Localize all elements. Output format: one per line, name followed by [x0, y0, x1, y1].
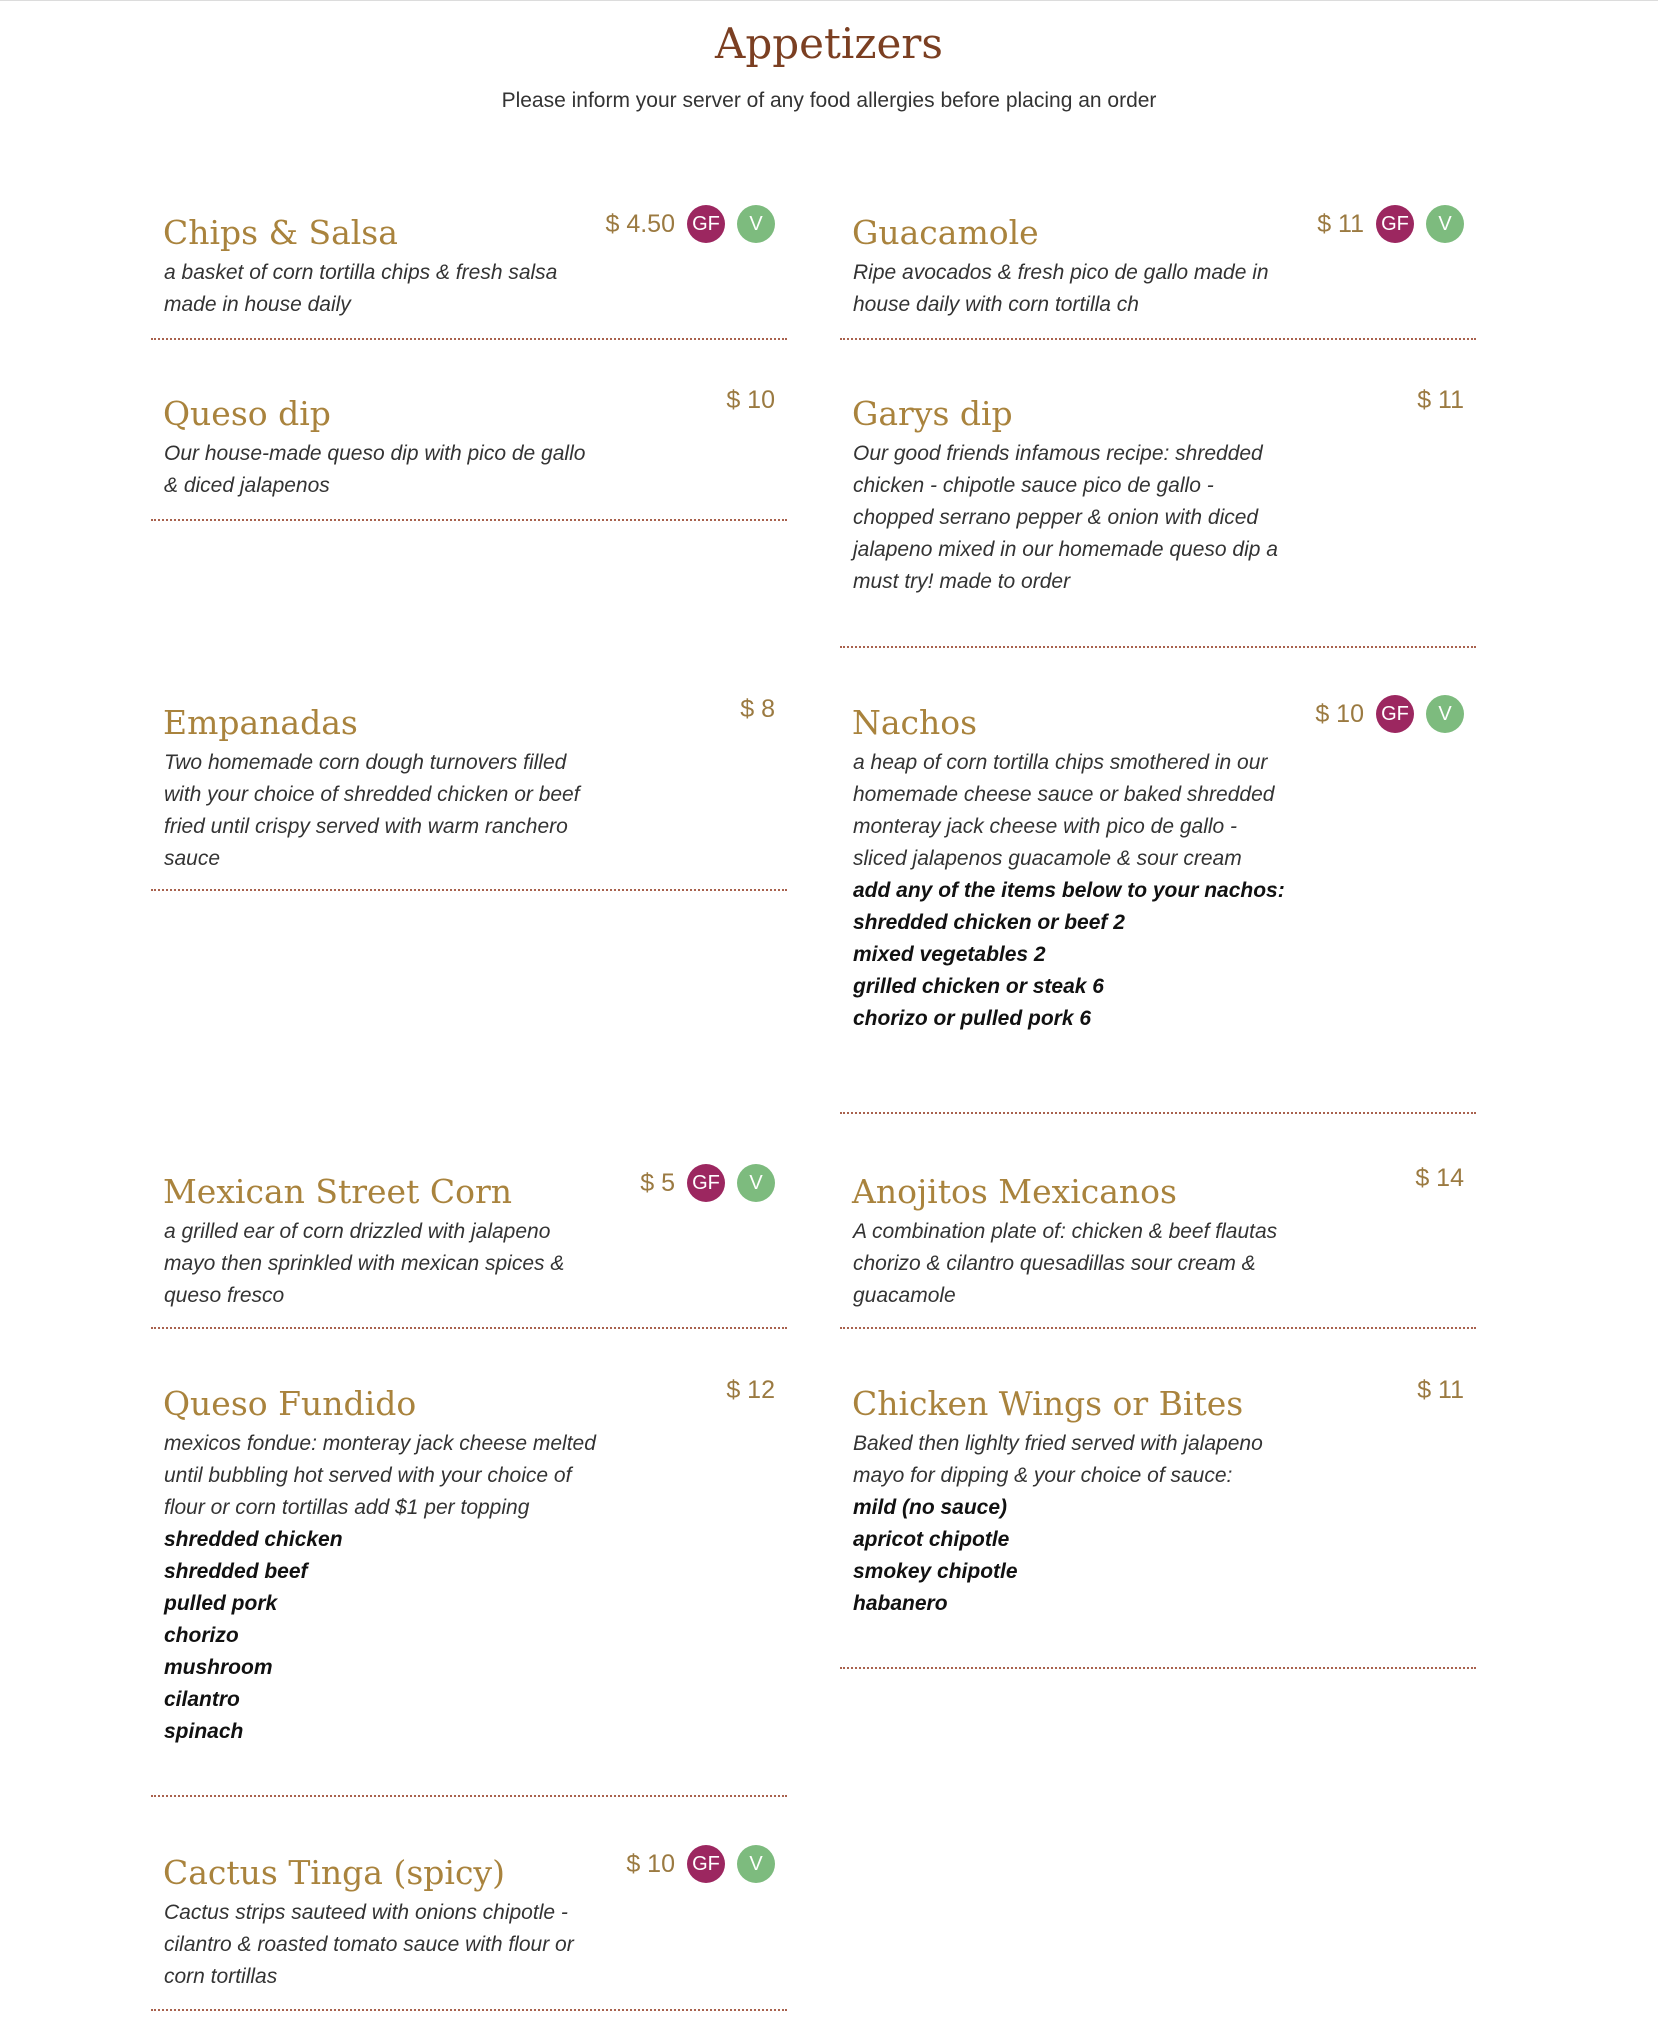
item-option: smokey chipotle	[853, 1560, 1018, 1583]
item-description-text: Ripe avocados & fresh pico de gallo made in house daily with corn tortilla ch	[853, 261, 1269, 316]
item-description	[164, 1897, 604, 1993]
menu-item-queso-fundido	[151, 1376, 787, 1797]
item-name: Queso Fundido	[163, 1384, 417, 1423]
item-description	[853, 438, 1293, 598]
item-price-badges	[726, 1376, 775, 1405]
allergy-notice: Please inform your server of any food allergies before placing an order	[501, 89, 1157, 112]
menu-item-cactus-tinga	[151, 1849, 787, 2011]
item-option: cilantro	[164, 1688, 240, 1711]
item-price-badges	[626, 1845, 775, 1883]
item-description	[853, 1428, 1293, 1620]
item-price-badges	[726, 386, 775, 415]
item-description-text: a heap of corn tortilla chips smothered in our homemade cheese sauce or baked shredded monteray jack cheese with pico de gallo - sliced jalapenos guacamole & sour cream	[853, 751, 1275, 870]
item-description	[853, 747, 1293, 1035]
item-description	[164, 257, 604, 321]
item-option: apricot chipotle	[853, 1528, 1010, 1551]
gluten-free-badge: GF	[687, 1164, 725, 1202]
item-description-text: Baked then lighlty fried served with jalapeno mayo for dipping & your choice of sauce:	[853, 1432, 1263, 1487]
item-price: $ 11	[1317, 209, 1364, 238]
vegetarian-badge: V	[1426, 205, 1464, 243]
gluten-free-badge: GF	[1376, 205, 1414, 243]
item-name: Nachos	[852, 703, 978, 742]
item-price: $ 10	[1315, 699, 1364, 728]
vegetarian-badge: V	[1426, 695, 1464, 733]
item-description	[164, 438, 604, 502]
item-description	[853, 1216, 1293, 1312]
item-description-text: mexicos fondue: monteray jack cheese melted until bubbling hot served with your choice of flour or corn tortillas add $1 per topping	[164, 1432, 596, 1519]
vegetarian-badge: V	[737, 1845, 775, 1883]
item-description	[164, 1428, 604, 1748]
menu-item-empanadas	[151, 695, 787, 891]
item-option: mild (no sauce)	[853, 1496, 1008, 1519]
item-name: Anojitos Mexicanos	[852, 1172, 1177, 1211]
menu-item-chicken-wings	[840, 1376, 1476, 1669]
menu-item-mexican-street-corn	[151, 1168, 787, 1329]
item-price: $ 5	[640, 1168, 675, 1197]
gluten-free-badge: GF	[1376, 695, 1414, 733]
item-price-badges	[1417, 1376, 1464, 1405]
menu-item-garys-dip	[840, 386, 1476, 648]
item-price-badges	[1415, 1164, 1464, 1193]
item-option: pulled pork	[164, 1592, 278, 1615]
item-name: Empanadas	[163, 703, 358, 742]
item-name: Queso dip	[163, 394, 331, 433]
item-option: spinach	[164, 1720, 244, 1743]
gluten-free-badge: GF	[687, 1845, 725, 1883]
item-option: chorizo	[164, 1624, 239, 1647]
menu-item-anojitos-mexicanos	[840, 1164, 1476, 1329]
item-description	[164, 1216, 604, 1312]
item-price-badges	[1315, 695, 1464, 733]
item-option: mushroom	[164, 1656, 273, 1679]
item-option: shredded chicken or beef 2	[853, 911, 1125, 934]
item-description-text: Our good friends infamous recipe: shredded chicken - chipotle sauce pico de gallo - chopped serrano pepper & onion with diced jalapeno mixed in our homemade queso dip a must try! made to order	[853, 442, 1278, 593]
item-description-text: Cactus strips sauteed with onions chipotle - cilantro & roasted tomato sauce with flour or corn tortillas	[164, 1901, 574, 1988]
item-description-text: a basket of corn tortilla chips & fresh salsa made in house daily	[164, 261, 558, 316]
vegetarian-badge: V	[737, 1164, 775, 1202]
item-price: $ 10	[726, 386, 775, 414]
item-price: $ 11	[1417, 386, 1464, 414]
item-description	[853, 257, 1293, 321]
item-option: shredded chicken	[164, 1528, 343, 1551]
item-description	[164, 747, 604, 875]
item-description-text: Two homemade corn dough turnovers filled with your choice of shredded chicken or beef fried until crispy served with warm ranchero sauce	[164, 751, 580, 870]
item-name: Cactus Tinga (spicy)	[163, 1853, 505, 1892]
page-title: Appetizers	[715, 19, 943, 68]
menu-item-chips-salsa	[151, 209, 787, 340]
item-option: add any of the items below to your nachos:	[853, 879, 1285, 902]
item-description-text: Our house-made queso dip with pico de gallo & diced jalapenos	[164, 442, 586, 497]
item-option: shredded beef	[164, 1560, 308, 1583]
item-price-badges	[640, 1164, 775, 1202]
item-name: Garys dip	[852, 394, 1013, 433]
item-price-badges	[1417, 386, 1464, 415]
item-price: $ 14	[1415, 1164, 1464, 1192]
item-price-badges	[605, 205, 775, 243]
vegetarian-badge: V	[737, 205, 775, 243]
item-price: $ 10	[626, 1849, 675, 1878]
item-price: $ 11	[1417, 1376, 1464, 1404]
gluten-free-badge: GF	[687, 205, 725, 243]
item-price-badges	[740, 695, 775, 724]
item-price: $ 8	[740, 695, 775, 723]
item-price: $ 12	[726, 1376, 775, 1404]
item-price: $ 4.50	[605, 209, 675, 238]
item-name: Guacamole	[852, 213, 1039, 252]
item-name: Chips & Salsa	[163, 213, 398, 252]
item-option: habanero	[853, 1592, 948, 1615]
item-description-text: A combination plate of: chicken & beef flautas chorizo & cilantro quesadillas sour cream & guacamole	[853, 1220, 1278, 1307]
item-name: Chicken Wings or Bites	[852, 1384, 1244, 1423]
item-description-text: a grilled ear of corn drizzled with jalapeno mayo then sprinkled with mexican spices & queso fresco	[164, 1220, 565, 1307]
item-option: mixed vegetables 2	[853, 943, 1046, 966]
menu-item-guacamole	[840, 209, 1476, 340]
menu-item-queso-dip	[151, 386, 787, 521]
item-name: Mexican Street Corn	[163, 1172, 512, 1211]
item-price-badges	[1317, 205, 1464, 243]
item-option: grilled chicken or steak 6	[853, 975, 1104, 998]
item-option: chorizo or pulled pork 6	[853, 1007, 1092, 1030]
menu-item-nachos	[840, 699, 1476, 1114]
